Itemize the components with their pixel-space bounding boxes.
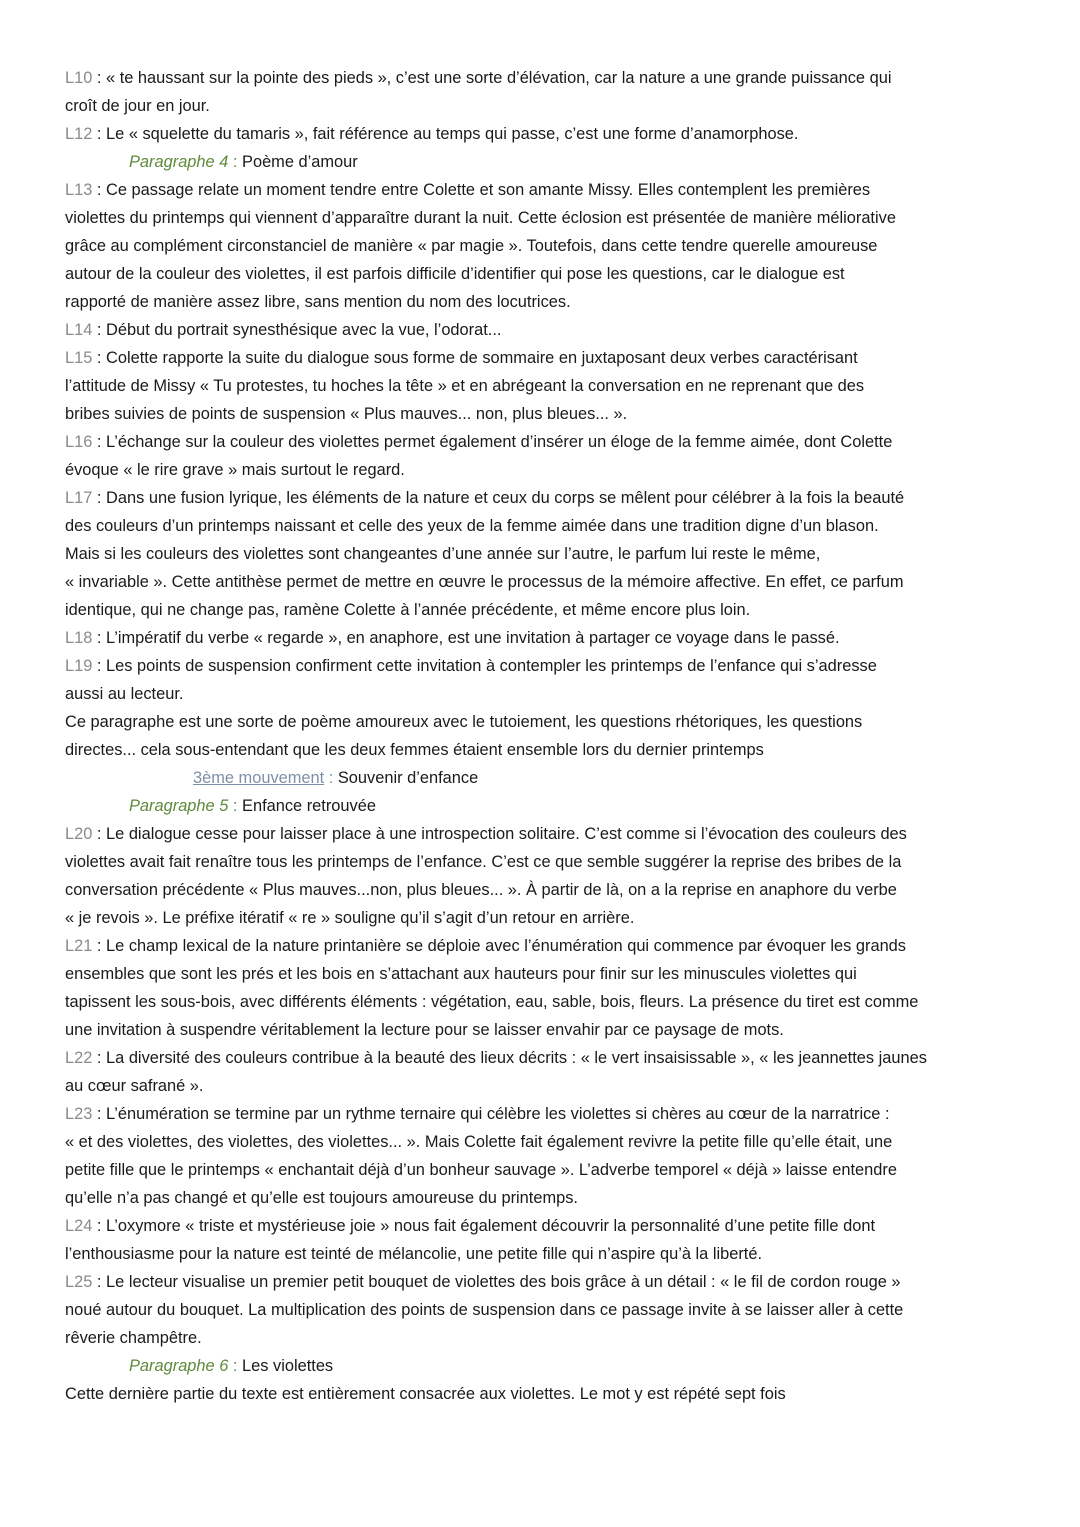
note-text: l’enthousiasme pour la nature est teinté de mélancolie, une petite fille qui n’aspire qu’à la liberté. xyxy=(65,1245,763,1263)
note-line xyxy=(65,820,1025,848)
note-line xyxy=(65,316,1025,344)
paragraph-heading xyxy=(65,792,1025,820)
note-text: violettes avait fait renaître tous les printemps de l’enfance. C’est ce que semble suggérer la reprise des bribes de la xyxy=(65,853,902,871)
note-text: identique, qui ne change pas, ramène Colette à l’année précédente, et même encore plus loin. xyxy=(65,601,751,619)
reference-separator: : xyxy=(92,321,107,339)
note-text: noué autour du bouquet. La multiplication des points de suspension dans ce passage invite à se laisser aller à cette xyxy=(65,1301,904,1319)
note-text: grâce au complément circonstanciel de manière « par magie ». Toutefois, dans cette tendre querelle amoureuse xyxy=(65,237,878,255)
note-text: « invariable ». Cette antithèse permet de mettre en œuvre le processus de la mémoire affective. En effet, ce parfum xyxy=(65,573,904,591)
note-line xyxy=(65,848,1025,876)
movement-label: 3ème mouvement xyxy=(193,769,325,787)
note-text: Les points de suspension confirment cette invitation à contempler les printemps de l’enfance qui s’adresse xyxy=(106,657,877,675)
note-line xyxy=(65,540,1025,568)
reference-separator: : xyxy=(92,629,107,647)
note-text: Colette rapporte la suite du dialogue sous forme de sommaire en juxtaposant deux verbes caractérisant xyxy=(106,349,858,367)
line-reference: L10 xyxy=(65,69,93,87)
note-line xyxy=(65,624,1025,652)
line-reference: L16 xyxy=(65,433,93,451)
note-text: « je revois ». Le préfixe itératif « re » souligne qu’il s’agit d’un retour en arrière. xyxy=(65,909,635,927)
note-line xyxy=(65,1128,1025,1156)
document-body xyxy=(65,64,1025,1408)
note-line xyxy=(65,1044,1025,1072)
note-text: L’oxymore « triste et mystérieuse joie » nous fait également découvrir la personnalité d’une petite fille dont xyxy=(106,1217,875,1235)
note-line xyxy=(65,64,1025,92)
paragraph-label: Paragraphe 5 xyxy=(129,797,229,815)
reference-separator: : xyxy=(92,433,107,451)
note-line xyxy=(65,1212,1025,1240)
note-text: l’attitude de Missy « Tu protestes, tu hoches la tête » et en abrégeant la conversation en ne reprenant que des xyxy=(65,377,865,395)
note-line xyxy=(65,400,1025,428)
note-line xyxy=(65,1100,1025,1128)
note-line xyxy=(65,1016,1025,1044)
note-line xyxy=(65,484,1025,512)
heading-separator: : xyxy=(228,153,243,171)
reference-separator: : xyxy=(92,181,107,199)
note-line xyxy=(65,428,1025,456)
note-line xyxy=(65,876,1025,904)
paragraph-label: Paragraphe 4 xyxy=(129,153,229,171)
note-line xyxy=(65,1156,1025,1184)
note-text: conversation précédente « Plus mauves...non, plus bleues... ». À partir de là, on a la reprise en anaphore du verbe xyxy=(65,881,897,899)
note-text: Le dialogue cesse pour laisser place à une introspection solitaire. C’est comme si l’évocation des couleurs des xyxy=(106,825,907,843)
paragraph-title: Les violettes xyxy=(242,1357,334,1375)
note-line xyxy=(65,1240,1025,1268)
reference-separator: : xyxy=(92,69,107,87)
note-text: autour de la couleur des violettes, il est parfois difficile d’identifier qui pose les questions, car le dialogue est xyxy=(65,265,845,283)
note-text: Le « squelette du tamaris », fait référence au temps qui passe, c’est une forme d’anamorphose. xyxy=(106,125,799,143)
note-line xyxy=(65,232,1025,260)
note-text: au cœur safrané ». xyxy=(65,1077,204,1095)
note-line xyxy=(65,120,1025,148)
note-text: rêverie champêtre. xyxy=(65,1329,202,1347)
note-text: ensembles que sont les prés et les bois en s’attachant aux hauteurs pour finir sur les minuscules violettes qui xyxy=(65,965,857,983)
note-text: La diversité des couleurs contribue à la beauté des lieux décrits : « le vert insaisissable », « les jeannettes jaunes xyxy=(106,1049,927,1067)
note-text: des couleurs d’un printemps naissant et celle des yeux de la femme aimée dans une tradition digne d’un blason. xyxy=(65,517,879,535)
line-reference: L15 xyxy=(65,349,93,367)
note-line xyxy=(65,1184,1025,1212)
note-text: Ce passage relate un moment tendre entre Colette et son amante Missy. Elles contemplent les premières xyxy=(106,181,871,199)
note-text: Mais si les couleurs des violettes sont changeantes d’une année sur l’autre, le parfum lui reste le même, xyxy=(65,545,821,563)
paragraph-title: Poème d’amour xyxy=(242,153,358,171)
note-line xyxy=(65,176,1025,204)
note-line xyxy=(65,680,1025,708)
note-text: Le champ lexical de la nature printanière se déploie avec l’énumération qui commence par évoquer les grands xyxy=(106,937,906,955)
note-line xyxy=(65,1072,1025,1100)
line-reference: L19 xyxy=(65,657,93,675)
line-reference: L12 xyxy=(65,125,93,143)
note-line xyxy=(65,988,1025,1016)
line-reference: L22 xyxy=(65,1049,93,1067)
paragraph-label: Paragraphe 6 xyxy=(129,1357,229,1375)
note-line xyxy=(65,652,1025,680)
text-line: Ce paragraphe est une sorte de poème amoureux avec le tutoiement, les questions rhétoriques, les questions xyxy=(65,713,863,731)
note-line xyxy=(65,1324,1025,1352)
reference-separator: : xyxy=(92,1273,107,1291)
note-text: L’énumération se termine par un rythme ternaire qui célèbre les violettes si chères au cœur de la narratrice : xyxy=(106,1105,890,1123)
line-reference: L18 xyxy=(65,629,93,647)
note-text: L’impératif du verbe « regarde », en anaphore, est une invitation à partager ce voyage dans le passé. xyxy=(106,629,840,647)
line-reference: L14 xyxy=(65,321,93,339)
reference-separator: : xyxy=(92,1217,107,1235)
note-line xyxy=(65,260,1025,288)
movement-title: Souvenir d’enfance xyxy=(337,769,479,787)
paragraph-title: Enfance retrouvée xyxy=(242,797,376,815)
note-line xyxy=(65,1268,1025,1296)
note-line xyxy=(65,904,1025,932)
line-reference: L21 xyxy=(65,937,93,955)
note-text: Dans une fusion lyrique, les éléments de la nature et ceux du corps se mêlent pour célébrer à la fois la beauté xyxy=(106,489,905,507)
note-text: rapporté de manière assez libre, sans mention du nom des locutrices. xyxy=(65,293,571,311)
paragraph-heading xyxy=(65,1352,1025,1380)
note-line xyxy=(65,288,1025,316)
note-line xyxy=(65,456,1025,484)
paragraph-heading xyxy=(65,148,1025,176)
note-text: petite fille que le printemps « enchantait déjà d’un bonheur sauvage ». L’adverbe temporel « déjà » laisse entendre xyxy=(65,1161,897,1179)
line-reference: L17 xyxy=(65,489,93,507)
heading-separator: : xyxy=(324,769,338,787)
reference-separator: : xyxy=(92,125,107,143)
reference-separator: : xyxy=(92,825,107,843)
note-line xyxy=(65,960,1025,988)
note-text: tapissent les sous-bois, avec différents éléments : végétation, eau, sable, bois, fleurs. La présence du tiret est comme xyxy=(65,993,919,1011)
note-text: Le lecteur visualise un premier petit bouquet de violettes des bois grâce à un détail : « le fil de cordon rouge » xyxy=(106,1273,901,1291)
note-text: aussi au lecteur. xyxy=(65,685,184,703)
note-line xyxy=(65,92,1025,120)
line-reference: L20 xyxy=(65,825,93,843)
note-text: une invitation à suspendre véritablement la lecture pour se laisser envahir par ce paysage de mots. xyxy=(65,1021,784,1039)
line-reference: L25 xyxy=(65,1273,93,1291)
heading-separator: : xyxy=(228,797,243,815)
note-line xyxy=(65,1296,1025,1324)
note-text: « et des violettes, des violettes, des violettes... ». Mais Colette fait également revivre la petite fille qu’elle était, une xyxy=(65,1133,893,1151)
note-line xyxy=(65,344,1025,372)
note-text: « te haussant sur la pointe des pieds », c’est une sorte d’élévation, car la nature a une grande puissance qui xyxy=(106,69,892,87)
reference-separator: : xyxy=(92,657,107,675)
text-line: directes... cela sous-entendant que les deux femmes étaient ensemble lors du dernier printemps xyxy=(65,741,764,759)
reference-separator: : xyxy=(92,349,107,367)
note-text: qu’elle n’a pas changé et qu’elle est toujours amoureuse du printemps. xyxy=(65,1189,578,1207)
note-text: L’échange sur la couleur des violettes permet également d’insérer un éloge de la femme aimée, dont Colette xyxy=(106,433,893,451)
note-text: croît de jour en jour. xyxy=(65,97,210,115)
note-text: évoque « le rire grave » mais surtout le regard. xyxy=(65,461,405,479)
reference-separator: : xyxy=(92,937,107,955)
note-line xyxy=(65,512,1025,540)
note-text: Début du portrait synesthésique avec la vue, l’odorat... xyxy=(106,321,502,339)
note-text: violettes du printemps qui viennent d’apparaître durant la nuit. Cette éclosion est présentée de manière méliorative xyxy=(65,209,896,227)
movement-heading xyxy=(65,764,1025,792)
reference-separator: : xyxy=(92,1105,107,1123)
note-line xyxy=(65,372,1025,400)
reference-separator: : xyxy=(92,489,107,507)
note-line xyxy=(65,932,1025,960)
note-line xyxy=(65,596,1025,624)
reference-separator: : xyxy=(92,1049,107,1067)
note-line xyxy=(65,204,1025,232)
note-text: bribes suivies de points de suspension « Plus mauves... non, plus bleues... ». xyxy=(65,405,628,423)
line-reference: L13 xyxy=(65,181,93,199)
heading-separator: : xyxy=(228,1357,243,1375)
line-reference: L24 xyxy=(65,1217,93,1235)
line-reference: L23 xyxy=(65,1105,93,1123)
text-line: Cette dernière partie du texte est entièrement consacrée aux violettes. Le mot y est répété sept fois xyxy=(65,1385,786,1403)
note-line xyxy=(65,568,1025,596)
